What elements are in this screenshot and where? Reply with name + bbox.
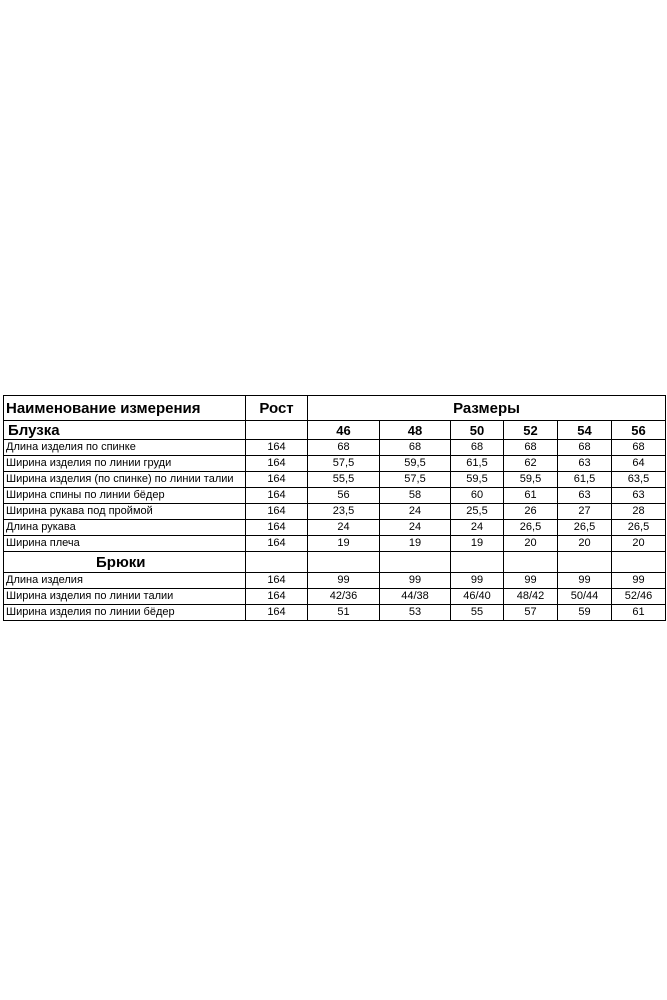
measurement-name: Длина рукава (4, 520, 246, 536)
size-value: 99 (308, 573, 380, 589)
size-value: 60 (451, 488, 504, 504)
size-value: 63 (558, 456, 612, 472)
size-value: 26,5 (612, 520, 666, 536)
size-value: 20 (612, 536, 666, 552)
size-value: 24 (308, 520, 380, 536)
table-row (4, 472, 666, 488)
size-value: 68 (504, 440, 558, 456)
table-row (4, 520, 666, 536)
height-value: 164 (246, 536, 308, 552)
size-value: 51 (308, 605, 380, 621)
empty-cell (380, 552, 451, 573)
height-value: 164 (246, 573, 308, 589)
size-value: 56 (308, 488, 380, 504)
size-value: 68 (451, 440, 504, 456)
size-chart-table (3, 395, 666, 621)
size-value: 55,5 (308, 472, 380, 488)
size-value: 52/46 (612, 589, 666, 605)
size-value: 50/44 (558, 589, 612, 605)
table-row (4, 589, 666, 605)
height-value: 164 (246, 504, 308, 520)
size-value: 53 (380, 605, 451, 621)
size-value: 27 (558, 504, 612, 520)
size-value: 44/38 (380, 589, 451, 605)
section-title: Брюки (4, 552, 246, 573)
size-header-cell: 50 (451, 421, 504, 440)
size-value: 68 (380, 440, 451, 456)
size-header-cell: 54 (558, 421, 612, 440)
size-value: 25,5 (451, 504, 504, 520)
measurement-name: Ширина спины по линии бёдер (4, 488, 246, 504)
size-value: 59,5 (451, 472, 504, 488)
size-value: 99 (451, 573, 504, 589)
size-value: 19 (308, 536, 380, 552)
table-row (4, 573, 666, 589)
size-value: 63 (612, 488, 666, 504)
height-value: 164 (246, 605, 308, 621)
empty-cell (451, 552, 504, 573)
size-value: 64 (612, 456, 666, 472)
size-value: 63,5 (612, 472, 666, 488)
size-value: 61 (612, 605, 666, 621)
size-header-cell: 46 (308, 421, 380, 440)
size-value: 68 (308, 440, 380, 456)
size-value: 28 (612, 504, 666, 520)
size-header-cell: 48 (380, 421, 451, 440)
size-value: 99 (504, 573, 558, 589)
section-row (4, 552, 666, 573)
size-value: 26 (504, 504, 558, 520)
measurement-name: Ширина рукава под проймой (4, 504, 246, 520)
size-value: 26,5 (558, 520, 612, 536)
size-value: 58 (380, 488, 451, 504)
size-header-cell: 56 (612, 421, 666, 440)
height-value: 164 (246, 488, 308, 504)
table-row (4, 536, 666, 552)
empty-cell (308, 552, 380, 573)
size-value: 62 (504, 456, 558, 472)
size-value: 99 (612, 573, 666, 589)
size-value: 61 (504, 488, 558, 504)
measurement-name: Длина изделия по спинке (4, 440, 246, 456)
size-value: 24 (380, 520, 451, 536)
height-value: 164 (246, 589, 308, 605)
size-value: 20 (504, 536, 558, 552)
size-value: 57 (504, 605, 558, 621)
table-header-row (4, 396, 666, 421)
measurement-name: Ширина изделия по линии талии (4, 589, 246, 605)
height-value: 164 (246, 472, 308, 488)
size-value: 61,5 (451, 456, 504, 472)
section-row (4, 421, 666, 440)
measurement-name: Длина изделия (4, 573, 246, 589)
header-sizes-col: Размеры (308, 396, 666, 421)
size-value: 59,5 (504, 472, 558, 488)
measurement-name: Ширина плеча (4, 536, 246, 552)
height-value: 164 (246, 520, 308, 536)
header-name-col: Наименование измерения (4, 396, 246, 421)
empty-cell (612, 552, 666, 573)
table-row (4, 488, 666, 504)
height-value: 164 (246, 440, 308, 456)
table-row (4, 440, 666, 456)
size-value: 26,5 (504, 520, 558, 536)
size-value: 59,5 (380, 456, 451, 472)
size-value: 42/36 (308, 589, 380, 605)
empty-cell (504, 552, 558, 573)
size-value: 19 (380, 536, 451, 552)
table-row (4, 504, 666, 520)
size-value: 57,5 (380, 472, 451, 488)
size-value: 23,5 (308, 504, 380, 520)
size-value: 19 (451, 536, 504, 552)
section-height-cell (246, 552, 308, 573)
section-height-cell (246, 421, 308, 440)
size-value: 68 (558, 440, 612, 456)
size-value: 24 (451, 520, 504, 536)
size-header-cell: 52 (504, 421, 558, 440)
measurement-name: Ширина изделия (по спинке) по линии талии (4, 472, 246, 488)
measurement-name: Ширина изделия по линии груди (4, 456, 246, 472)
empty-cell (558, 552, 612, 573)
section-title: Блузка (4, 421, 246, 440)
size-value: 48/42 (504, 589, 558, 605)
height-value: 164 (246, 456, 308, 472)
size-value: 99 (380, 573, 451, 589)
size-value: 61,5 (558, 472, 612, 488)
size-value: 99 (558, 573, 612, 589)
measurement-name: Ширина изделия по линии бёдер (4, 605, 246, 621)
table-row (4, 456, 666, 472)
size-value: 20 (558, 536, 612, 552)
size-value: 57,5 (308, 456, 380, 472)
size-value: 46/40 (451, 589, 504, 605)
size-value: 55 (451, 605, 504, 621)
size-value: 59 (558, 605, 612, 621)
header-height-col: Рост (246, 396, 308, 421)
size-value: 24 (380, 504, 451, 520)
size-value: 68 (612, 440, 666, 456)
table-row (4, 605, 666, 621)
size-value: 63 (558, 488, 612, 504)
